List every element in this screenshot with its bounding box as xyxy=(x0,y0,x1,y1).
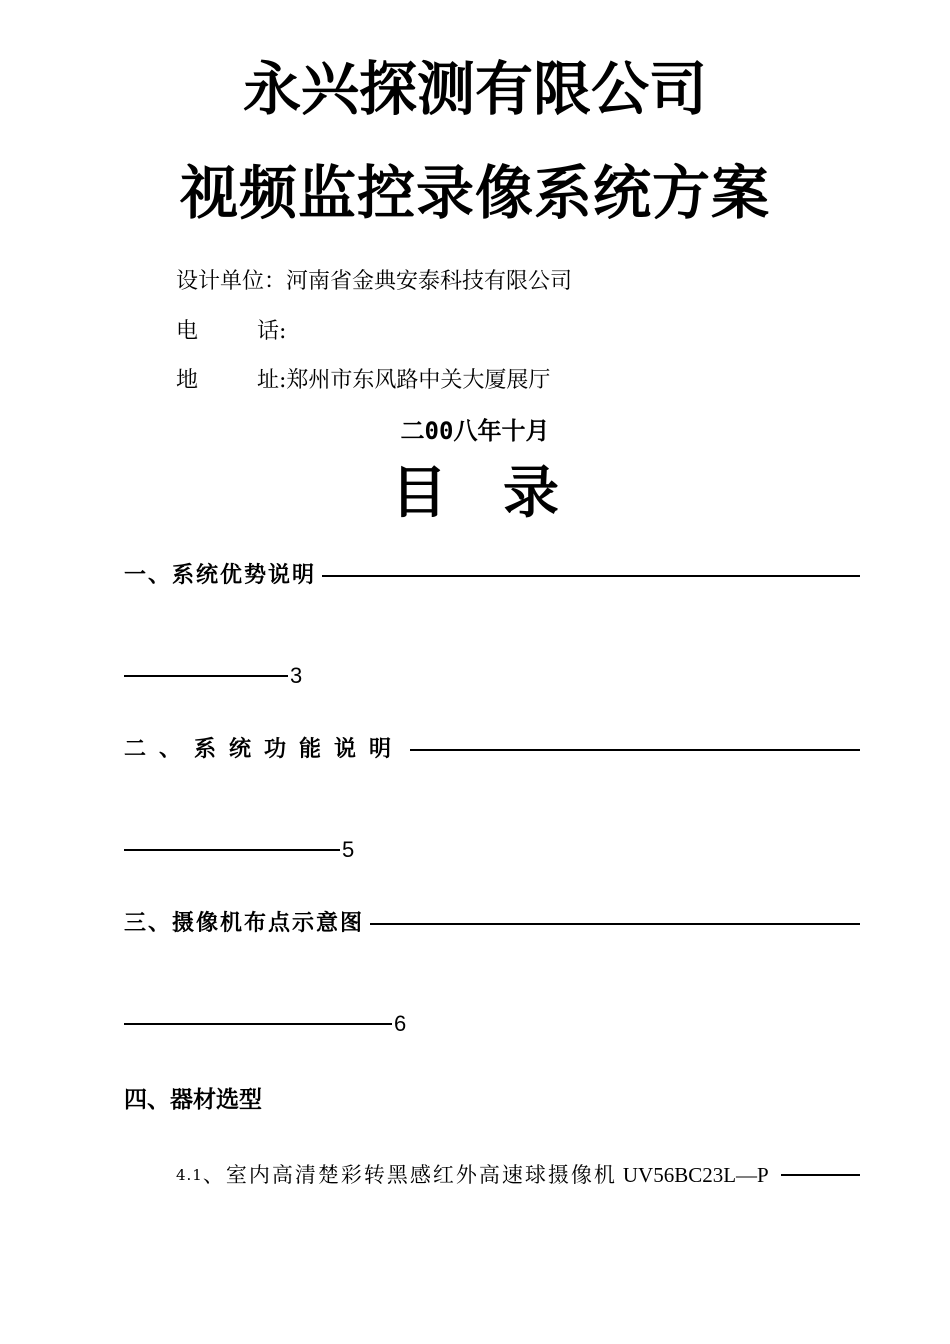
document-date: 二00八年十月 xyxy=(400,417,550,445)
address-value: 郑州市东风路中关大厦展厅 xyxy=(286,368,551,393)
toc-entry-heading: 一、系统优势说明 xyxy=(124,563,317,588)
phone-label xyxy=(176,317,286,347)
subentry-text: 、室内高清楚彩转黑感红外高速球摄像机 xyxy=(202,1163,617,1187)
toc-entry-heading: 三、摄像机布点示意图 xyxy=(124,911,365,936)
phone-line xyxy=(176,317,286,347)
design-unit-label: 设计单位： xyxy=(176,269,287,294)
toc-leader xyxy=(124,675,288,677)
subentry-number: 4.1 xyxy=(176,1166,203,1184)
toc-entry-2-continuation xyxy=(124,834,354,866)
toc-leader xyxy=(124,849,340,851)
toc-leader xyxy=(322,575,860,577)
toc-heading-char-1: 目 xyxy=(391,461,447,526)
toc-leader xyxy=(124,1023,392,1025)
address-label-text: 地 址: xyxy=(176,368,287,393)
address-line xyxy=(176,366,550,396)
design-unit-value: 河南省金典安泰科技有限公司 xyxy=(286,269,573,294)
address-label xyxy=(176,366,286,396)
toc-entry-4[interactable]: 四、器材选型 xyxy=(124,1087,262,1113)
toc-heading-char-2: 录 xyxy=(503,461,559,526)
toc-leader xyxy=(410,749,860,751)
design-unit-line xyxy=(176,267,572,297)
toc-entry-3-continuation xyxy=(124,1008,406,1040)
toc-entry-1[interactable] xyxy=(124,560,860,592)
toc-heading xyxy=(0,458,950,530)
toc-entry-2[interactable] xyxy=(124,734,860,766)
toc-entry-page: 3 xyxy=(290,663,303,688)
document-title: 永兴探测有限公司 xyxy=(242,55,707,123)
document-subtitle: 视频监控录像系统方案 xyxy=(179,159,770,227)
toc-entry-1-continuation xyxy=(124,660,302,692)
toc-subentry-4-1[interactable] xyxy=(176,1160,860,1190)
phone-label-text: 电 话: xyxy=(176,319,287,344)
toc-leader xyxy=(781,1174,860,1176)
toc-entry-page: 5 xyxy=(342,837,355,862)
toc-entry-heading: 二、系统功能说明 xyxy=(124,737,405,762)
toc-leader xyxy=(370,923,860,925)
toc-entry-3[interactable] xyxy=(124,908,860,940)
subentry-model: UV56BC23L—P xyxy=(622,1163,769,1187)
toc-entry-page: 6 xyxy=(394,1011,407,1036)
